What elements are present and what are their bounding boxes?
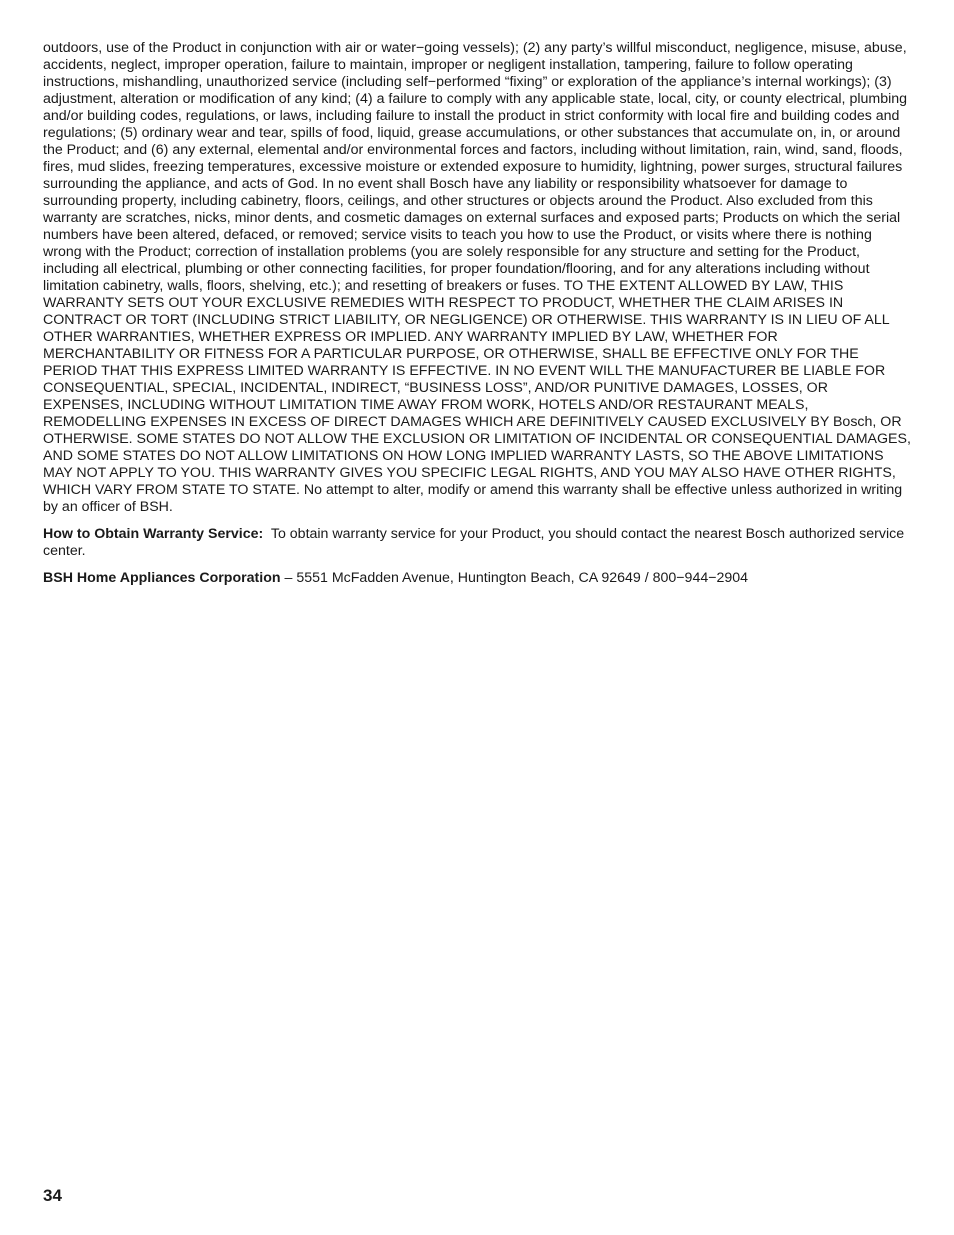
page-number: 34 bbox=[43, 1186, 62, 1205]
company-address: 5551 McFadden Avenue, Huntington Beach, CA 92649 / 800−944−2904 bbox=[296, 570, 749, 586]
warranty-service-text: To obtain warranty service for your Product, you should contact the nearest Bosch authorized service center. bbox=[43, 526, 905, 559]
warranty-exclusions-paragraph: outdoors, use of the Product in conjunction with air or water−going vessels); (2) any party’s willful misconduct, negligence, misuse, abuse, accidents, neglect, improper operation, failure to maintain, improper or negligent installation, tampering, failure to follow operating instructions, mishandling, unauthorized service (including self−performed “fixing” or exploration of the appliance’s internal workings); (3) adjustment, alteration or modification of any kind; (4) a failure to comply with any applicable state, local, city, or county electrical, plumbing and/or building codes, regulations, or laws, including failure to install the product in strict conformity with local fire and building codes and regulations; (5) ordinary wear and tear, spills of food, liquid, grease accumulations, or other substances that accumulate on, in, or around the Product; and (6) any external, elemental and/or environmental forces and factors, including without limitation, rain, wind, sand, floods, fires, mud slides, freezing temperatures, excessive moisture or extended exposure to humidity, lightning, power surges, structural failures surrounding the appliance, and acts of God. In no event shall Bosch have any liability or responsibility whatsoever for damage to surrounding property, including cabinetry, floors, ceilings, and other structures or objects around the Product. Also excluded from this warranty are scratches, nicks, minor dents, and cosmetic damages on external surfaces and exposed parts; Products on which the serial numbers have been altered, defaced, or removed; service visits to teach you how to use the Product, or visits where there is nothing wrong with the Product; correction of installation problems (you are solely responsible for any structure and setting for the Product, including all electrical, plumbing or other connecting facilities, for proper foundation/flooring, and for any alterations including without limitation cabinetry, walls, floors, shelving, etc.); and resetting of breakers or fuses. TO THE EXTENT ALLOWED BY LAW, THIS WARRANTY SETS OUT YOUR EXCLUSIVE REMEDIES WITH RESPECT TO PRODUCT, WHETHER THE CLAIM ARISES IN CONTRACT OR TORT (INCLUDING STRICT LIABILITY, OR NEGLIGENCE) OR OTHERWISE. THIS WARRANTY IS IN LIEU OF ALL OTHER WARRANTIES, WHETHER EXPRESS OR IMPLIED. ANY WARRANTY IMPLIED BY LAW, WHETHER FOR MERCHANTABILITY OR FITNESS FOR A PARTICULAR PURPOSE, OR OTHERWISE, SHALL BE EFFECTIVE ONLY FOR THE PERIOD THAT THIS EXPRESS LIMITED WARRANTY IS EFFECTIVE. IN NO EVENT WILL THE MANUFACTURER BE LIABLE FOR CONSEQUENTIAL, SPECIAL, INCIDENTAL, INDIRECT, “BUSINESS LOSS”, AND/OR PUNITIVE DAMAGES, LOSSES, OR EXPENSES, INCLUDING WITHOUT LIMITATION TIME AWAY FROM WORK, HOTELS AND/OR RESTAURANT MEALS, REMODELLING EXPENSES IN EXCESS OF DIRECT DAMAGES WHICH ARE DEFINITIVELY CAUSED EXCLUSIVELY BY Bosch, OR OTHERWISE. SOME STATES DO NOT ALLOW THE EXCLUSION OR LIMITATION OF INCIDENTAL OR CONSEQUENTIAL DAMAGES, AND SOME STATES DO NOT ALLOW LIMITATIONS ON HOW LONG IMPLIED WARRANTY LASTS, SO THE ABOVE LIMITATIONS MAY NOT APPLY TO YOU. THIS WARRANTY GIVES YOU SPECIFIC LEGAL RIGHTS, AND YOU MAY ALSO HAVE OTHER RIGHTS, WHICH VARY FROM STATE TO STATE. No attempt to alter, modify or amend this warranty shall be effective unless authorized in writing by an officer of BSH. bbox=[43, 40, 911, 515]
contact-paragraph bbox=[43, 570, 911, 587]
warranty-service-paragraph bbox=[43, 526, 911, 560]
contact-separator: – bbox=[284, 570, 293, 586]
company-name: BSH Home Appliances Corporation bbox=[43, 570, 281, 586]
warranty-service-heading: How to Obtain Warranty Service: bbox=[43, 526, 264, 542]
page-content bbox=[43, 40, 911, 597]
